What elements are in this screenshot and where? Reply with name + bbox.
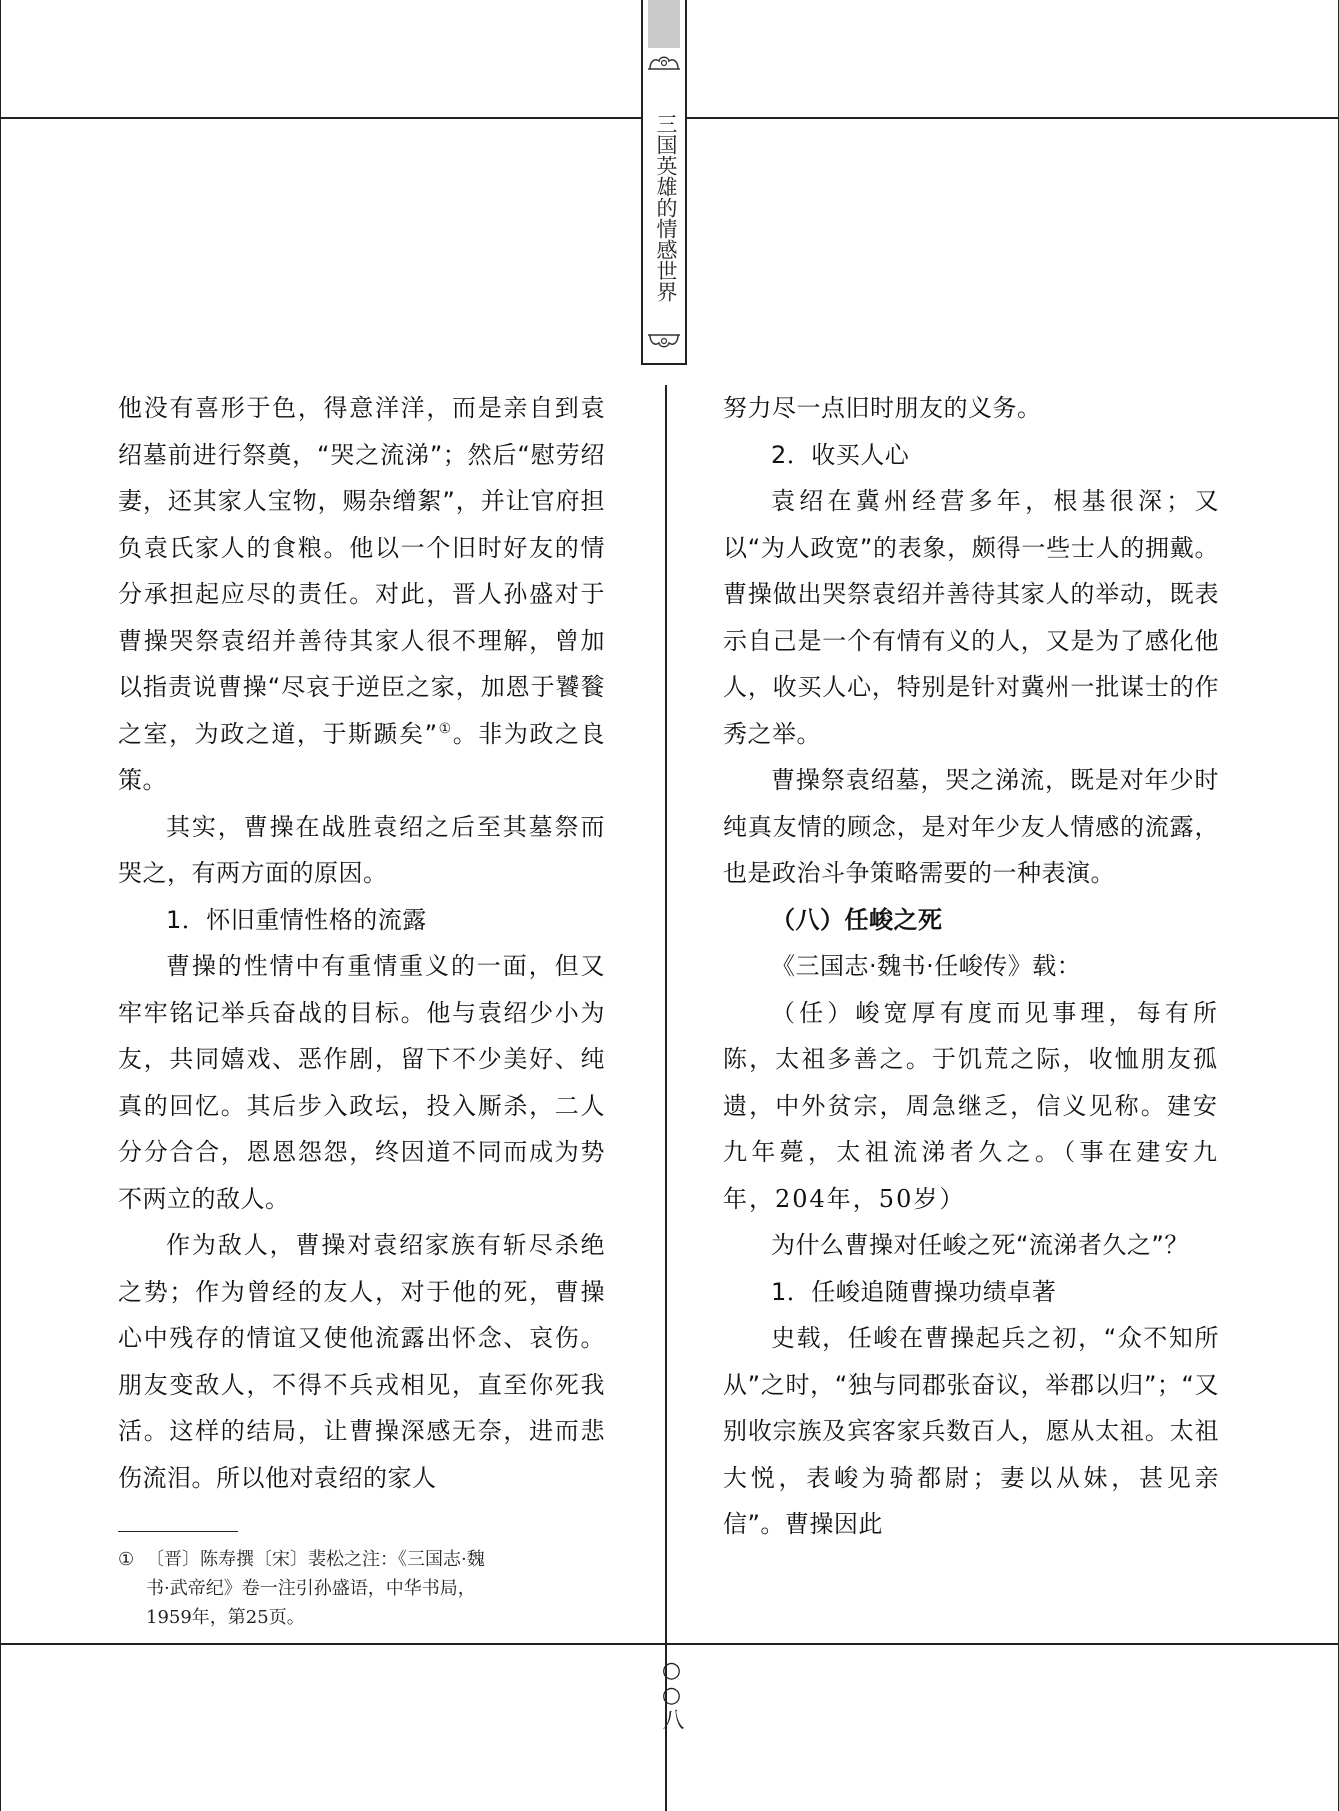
paragraph: 袁绍在冀州经营多年，根基很深；又以“为人政宽”的表象，颇得一些士人的拥戴。曹操做出哭祭袁绍并善待其家人的举动，既表示自己是一个有情有义的人，又是为了感化他人，收买人心，特别是针对冀州一批谋士的作秀之举。	[723, 487, 1219, 748]
page-number: ○○八	[659, 1658, 684, 1730]
ornament-cloud-icon	[647, 334, 681, 352]
section-heading: （八）任峻之死	[771, 905, 943, 934]
paragraph-text: 。非为政之良策。	[118, 719, 605, 794]
quoted-passage: （任）峻宽厚有度而见事理，每有所陈，太祖多善之。于饥荒之际，收恤朋友孤遗，中外贫宗，周急继乏，信义见称。建安九年薨，太祖流涕者久之。（事在建安九年，204年，50岁）	[723, 998, 1219, 1213]
footnote-line: 1959年，第25页。	[146, 1607, 305, 1628]
footer-rule	[0, 1643, 1339, 1645]
footnote-line	[118, 1545, 610, 1574]
right-text-column	[723, 385, 1219, 1548]
footnote-reference[interactable]: ①	[437, 720, 453, 737]
footnote	[118, 1545, 610, 1632]
footnote-line: 书·武帝纪》卷一注引孙盛语，中华书局，	[146, 1578, 476, 1599]
book-title-vertical: 三国英雄的情感世界	[654, 112, 678, 302]
paragraph: 曹操的性情中有重情重义的一面，但又牢牢铭记举兵奋战的目标。他与袁绍少小为友，共同嬉戏、恶作剧，留下不少美好、纯真的回忆。其后步入政坛，投入厮杀，二人分分合合，恩恩怨怨，终因道不同而成为势不两立的敌人。	[118, 952, 605, 1213]
footnote-mark: ①	[118, 1549, 135, 1570]
spine-title-plate	[641, 0, 687, 365]
paragraph: 史载，任峻在曹操起兵之初，“众不知所从”之时，“独与同郡张奋议，举郡以归”；“又别收宗族及宾客家兵数百人，愿从太祖。太祖大悦，表峻为骑都尉；妻以从妹，甚见亲信”。曹操因此	[723, 1324, 1219, 1538]
paragraph: 曹操祭袁绍墓，哭之涕流，既是对年少时纯真友情的顾念，是对年少友人情感的流露，也是政治斗争策略需要的一种表演。	[723, 766, 1219, 887]
paragraph	[118, 385, 605, 804]
section-subheading: 2．收买人心	[771, 440, 910, 469]
footnote-rule	[118, 1531, 238, 1532]
paragraph: 努力尽一点旧时朋友的义务。	[723, 394, 1042, 422]
frame-left-border	[0, 0, 1, 1811]
paragraph: 作为敌人，曹操对袁绍家族有斩尽杀绝之势；作为曾经的友人，对于他的死，曹操心中残存的情谊又使他流露出怀念、哀伤。朋友变敌人，不得不兵戎相见，直至你死我活。这样的结局，让曹操深感无奈，进而悲伤流泪。所以他对袁绍的家人	[118, 1231, 605, 1492]
paragraph: 为什么曹操对任峻之死“流涕者久之”？	[771, 1231, 1189, 1259]
paragraph: 其实，曹操在战胜袁绍之后至其墓祭而哭之，有两方面的原因。	[118, 812, 605, 887]
section-subheading: 1．任峻追随曹操功绩卓著	[771, 1277, 1057, 1306]
center-gutter-line	[665, 385, 667, 1811]
paragraph-text: 他没有喜形于色，得意洋洋，而是亲自到袁绍墓前进行祭奠，“哭之流涕”；然后“慰劳绍妻，还其家人宝物，赐杂缯絮”，并让官府担负袁氏家人的食粮。他以一个旧时好友的情分承担起应尽的责任。对此，晋人孙盛对于曹操哭祭袁绍并善待其家人很不理解，曾加以指责说曹操“尽哀于逆臣之家，加恩于饕餮之室，为政之道，于斯踬矣”	[118, 394, 605, 748]
section-subheading: 1．怀旧重情性格的流露	[166, 905, 427, 934]
paragraph: 《三国志·魏书·任峻传》载：	[771, 952, 1082, 980]
left-text-column	[118, 385, 605, 1501]
ornament-cloud-icon	[647, 52, 681, 70]
footnote-text: 〔晋〕陈寿撰〔宋〕裴松之注：《三国志·魏	[146, 1549, 485, 1570]
spine-gray-band	[648, 0, 680, 48]
